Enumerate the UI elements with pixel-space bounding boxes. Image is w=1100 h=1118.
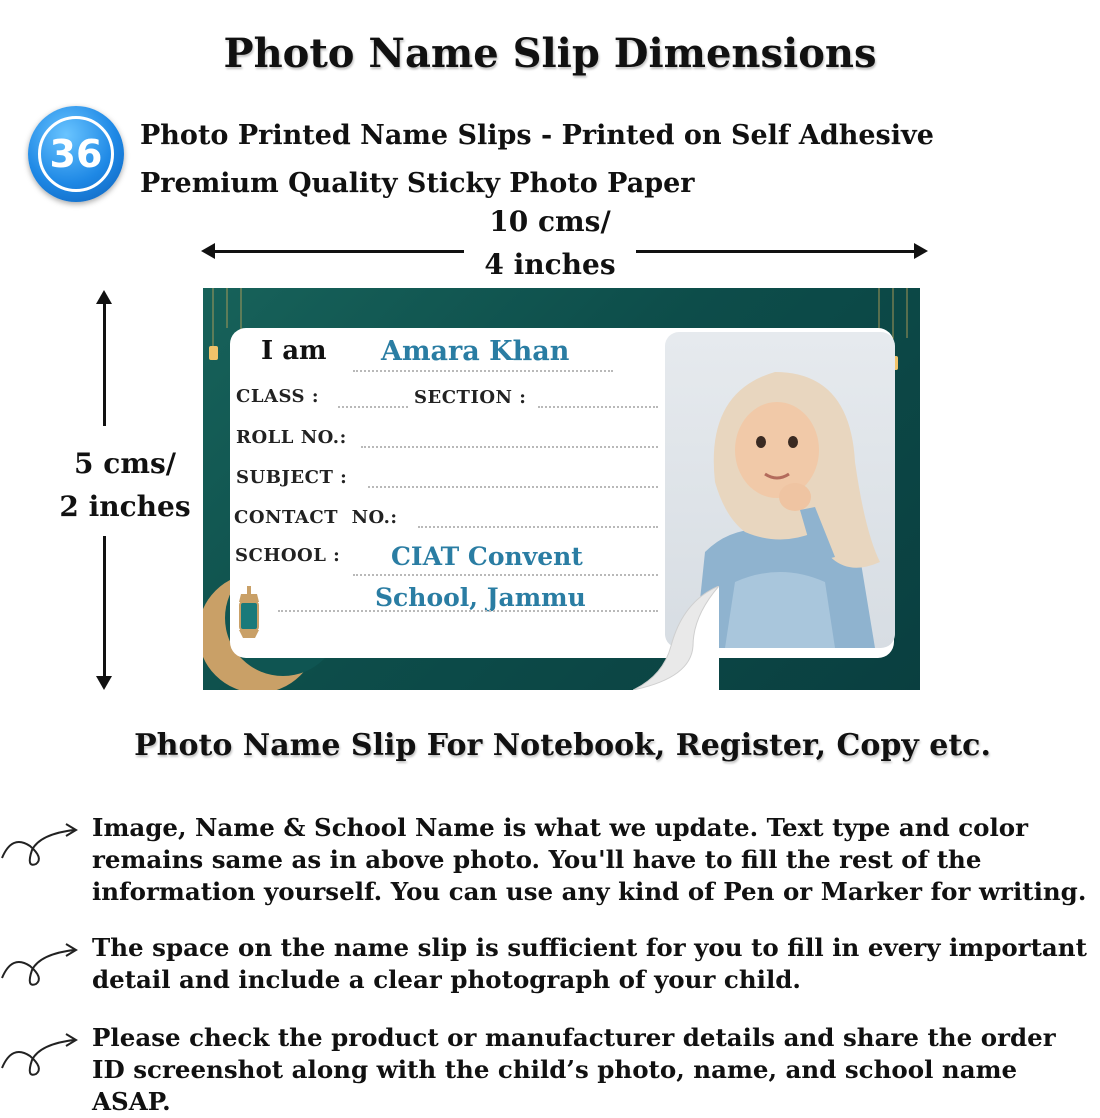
height-arrow-top: [96, 290, 112, 304]
width-line-right: [636, 250, 916, 253]
section-dotted-line: [538, 406, 658, 408]
child-name: Amara Khan: [381, 336, 570, 367]
i-am-label: I am: [261, 336, 327, 366]
class-label: CLASS :: [236, 386, 319, 407]
width-line-left: [206, 250, 464, 253]
curly-arrow-icon: [0, 940, 80, 990]
height-line-top: [103, 300, 106, 426]
width-dim-line2: 4 inches: [484, 248, 616, 281]
class-dotted-line: [338, 406, 408, 408]
number-badge: [28, 106, 124, 202]
width-dim-line1: 10 cms/: [489, 205, 611, 238]
school-dotted-line-1: [353, 574, 658, 576]
curly-arrow-icon: [0, 820, 80, 870]
contact-no-label: CONTACT NO.:: [234, 507, 398, 528]
product-subtitle: Photo Printed Name Slips - Printed on Self Adhesive Premium Quality Sticky Photo Paper: [140, 120, 934, 199]
peeling-corner: [633, 586, 719, 690]
note-2: The space on the name slip is sufficient for you to fill in every important detail and include a clear photograph of your child.: [92, 933, 1087, 994]
section-label: SECTION :: [414, 387, 527, 408]
lantern-icon: [235, 586, 263, 642]
school-dotted-line-2: [278, 610, 658, 612]
height-dim-line1: 5 cms/: [74, 447, 176, 480]
contact-dotted-line: [418, 526, 658, 528]
roll-no-label: ROLL NO.:: [236, 427, 347, 448]
width-arrow-right: [914, 243, 928, 259]
usage-caption: Photo Name Slip For Notebook, Register, Copy etc.: [134, 728, 991, 763]
name-slip-card: [203, 288, 920, 690]
roll-dotted-line: [361, 446, 658, 448]
height-dimension-label: [50, 442, 200, 528]
note-3: Please check the product or manufacturer details and share the order ID screenshot along with the child’s photo, name, and school name ASAP.: [92, 1023, 1056, 1116]
school-name-line1: CIAT Convent: [391, 542, 583, 571]
note-1: Image, Name & School Name is what we update. Text type and color remains same as in above photo. You'll have to fill the rest of the information yourself. You can use any kind of Pen or Marker for writing.: [92, 813, 1087, 906]
width-dimension-label: [470, 200, 630, 286]
school-label: SCHOOL :: [235, 545, 341, 566]
school-name-line2: School, Jammu: [375, 583, 586, 612]
badge-number: 36: [38, 116, 114, 192]
width-arrow-left: [201, 243, 215, 259]
subject-dotted-line: [368, 486, 658, 488]
curly-arrow-icon: [0, 1030, 80, 1080]
height-arrow-bottom: [96, 676, 112, 690]
page-title: Photo Name Slip Dimensions: [223, 30, 877, 77]
subject-label: SUBJECT :: [236, 467, 348, 488]
height-dim-line2: 2 inches: [59, 490, 191, 523]
name-dotted-line: [353, 370, 613, 372]
height-line-bottom: [103, 536, 106, 678]
